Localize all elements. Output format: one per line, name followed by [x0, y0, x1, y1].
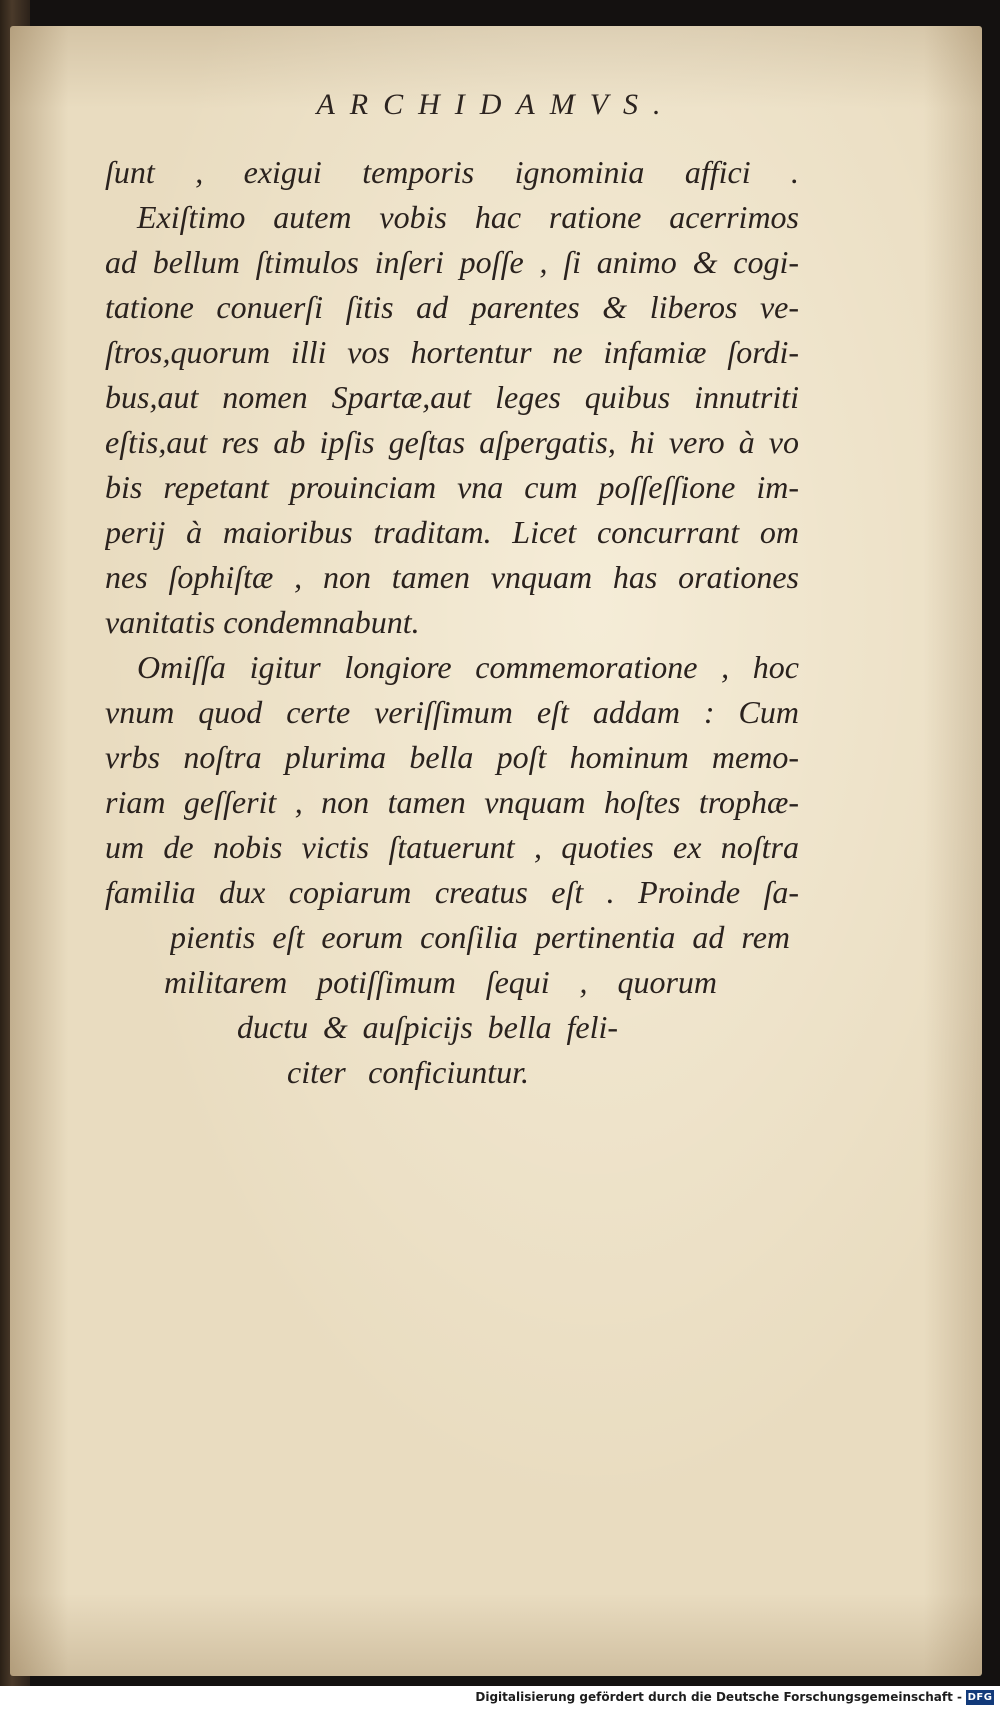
text-line: ſunt , exigui temporis ignominia affici . — [105, 154, 799, 190]
text-line: vnum quod certe veriſſimum eſt addam : Cum — [105, 694, 799, 730]
text-line: pientis eſt eorum conſilia pertinentia ad rem — [170, 919, 790, 955]
text-line: um de nobis victis ſtatuerunt , quoties ex noſtra — [105, 829, 799, 865]
text-line: bis repetant prouinciam vna cum poſſeſſione im- — [105, 469, 799, 505]
text-line: eſtis,aut res ab ipſis geſtas aſpergatis, hi vero à vo — [105, 424, 799, 460]
text-line: Omiſſa igitur longiore commemoratione , hoc — [137, 649, 799, 685]
text-line: militarem potiſſimum ſequi , quorum — [164, 964, 717, 1000]
text-line: vanitatis condemnabunt. — [105, 604, 420, 640]
text-line: bus,aut nomen Spartæ,aut leges quibus innutriti — [105, 379, 799, 415]
text-line: ductu & auſpicijs bella feli- — [237, 1009, 618, 1045]
text-line: riam geſſerit , non tamen vnquam hoſtes trophæ- — [105, 784, 799, 820]
text-line: ſtros,quorum illi vos hortentur ne infamiæ ſordi- — [105, 334, 799, 370]
text-line: Exiſtimo autem vobis hac ratione acerrimos — [137, 199, 799, 235]
text-line: nes ſophiſtæ , non tamen vnquam has orationes — [105, 559, 799, 595]
text-line: citer conficiuntur. — [287, 1054, 529, 1090]
text-line: tatione conuerſi ſitis ad parentes & liberos ve- — [105, 289, 799, 325]
footer-bar — [0, 1686, 1000, 1709]
text-line: vrbs noſtra plurima bella poſt hominum memo- — [105, 739, 799, 775]
text-line: familia dux copiarum creatus eſt . Proinde ſa- — [105, 874, 799, 910]
book-page — [10, 26, 982, 1676]
text-line: ad bellum ſtimulos inſeri poſſe , ſi animo & cogi- — [105, 244, 799, 280]
text-block — [105, 150, 799, 1095]
running-head: ARCHIDAMVS. — [316, 88, 676, 121]
funding-note: Digitalisierung gefördert durch die Deutsche Forschungsgemeinschaft - — [475, 1690, 962, 1704]
text-line: perij à maioribus traditam. Licet concurrant om — [105, 514, 799, 550]
dfg-logo: DFG — [967, 1692, 993, 1703]
